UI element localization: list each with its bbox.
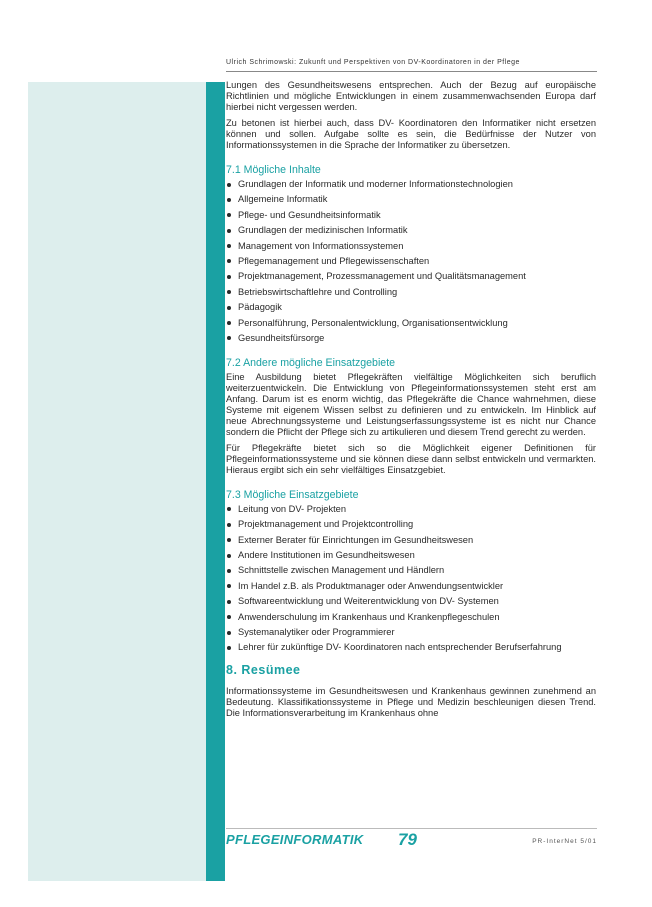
article-body — [226, 80, 596, 724]
header-rule — [226, 71, 597, 72]
list-item: Anwenderschulung im Krankenhaus und Krankenpflegeschulen — [226, 612, 596, 623]
list-item: Gesundheitsfürsorge — [226, 333, 596, 344]
accent-bar — [206, 82, 225, 881]
section-7-1-list — [226, 179, 596, 344]
intro-paragraph-1: Lungen des Gesundheitswesens entsprechen. Auch der Bezug auf europäische Richtlinien und mögliche Entwicklungen in einem zusammenwachsenden Europa darf hierbei nicht vergessen werden. — [226, 80, 596, 112]
list-item: Projektmanagement, Prozessmanagement und Qualitätsmanagement — [226, 271, 596, 282]
footer-rule — [226, 828, 597, 829]
list-item: Systemanalytiker oder Programmierer — [226, 627, 596, 638]
list-item: Projektmanagement und Projektcontrolling — [226, 519, 596, 530]
section-7-2-paragraph-2: Für Pflegekräfte bietet sich so die Möglichkeit eigener Definitionen für Pflegeinformationssysteme und sie können diese dann selbst entwickeln und vermarkten. Hieraus ergibt sich ein sehr vielfältiges Einsatzgebiet. — [226, 442, 596, 475]
list-item: Leitung von DV- Projekten — [226, 504, 596, 515]
list-item: Lehrer für zukünftige DV- Koordinatoren nach entsprechender Berufserfahrung — [226, 642, 596, 653]
page-number: 79 — [398, 830, 417, 849]
intro-paragraph-2: Zu betonen ist hierbei auch, dass DV- Koordinatoren den Informatiker nicht ersetzen können und sollen. Aufgabe sollte es sein, die Bedürfnisse der Nutzer von Informationssystemen in die Sprache der Informatiker zu übersetzen. — [226, 118, 596, 150]
list-item: Personalführung, Personalentwicklung, Organisationsentwicklung — [226, 318, 596, 329]
list-item: Softwareentwicklung und Weiterentwicklung von DV- Systemen — [226, 596, 596, 607]
section-8-heading: 8. Resümee — [226, 663, 301, 678]
section-7-3-heading: 7.3 Mögliche Einsatzgebiete — [226, 488, 359, 501]
list-item: Externer Berater für Einrichtungen im Gesundheitswesen — [226, 535, 596, 546]
section-7-3-list — [226, 504, 596, 654]
list-item: Management von Informationssystemen — [226, 241, 596, 252]
running-head: Ulrich Schrimowski: Zukunft und Perspektiven von DV-Koordinatoren in der Pflege — [226, 59, 520, 66]
list-item: Im Handel z.B. als Produktmanager oder Anwendungsentwickler — [226, 581, 596, 592]
section-7-2-paragraph-1: Eine Ausbildung bietet Pflegekräften vielfältige Möglichkeiten sich beruflich weiterzuentwickeln. Die Entwicklung von Pflegeinformationssystemen steht erst am Anfang. Darum ist es enorm wichtig, das Pflegekräfte die Chance wahrnehmen, diese Systeme mit eigenem Wissen selbst zu definieren und zu entwickeln. Im Hinblick auf neue Abrechnungssysteme und Leistungserfassungssysteme ist es nicht nur Chance sondern die Pflicht der Pflege sich zu artikulieren und diesem Trend gerecht zu werden. — [226, 371, 596, 437]
magazine-brand: PFLEGEINFORMATIK — [226, 832, 364, 847]
list-item: Pflegemanagement und Pflegewissenschaften — [226, 256, 596, 267]
list-item: Grundlagen der medizinischen Informatik — [226, 225, 596, 236]
list-item: Betriebswirtschaftlehre und Controlling — [226, 287, 596, 298]
list-item: Pädagogik — [226, 302, 596, 313]
section-8-paragraph-1: Informationssysteme im Gesundheitswesen und Krankenhaus gewinnen zunehmend an Bedeutung. Klassifikationssysteme in Pflege und Medizin beschleunigen diesen Trend. Die Informationsverarbeitung im Krankenhaus ohne — [226, 686, 596, 719]
section-7-2-heading: 7.2 Andere mögliche Einsatzgebiete — [226, 356, 396, 369]
list-item: Andere Institutionen im Gesundheitswesen — [226, 550, 596, 561]
side-band — [28, 82, 206, 881]
page-footer — [226, 832, 597, 852]
section-7-1-heading: 7.1 Mögliche Inhalte — [226, 164, 321, 176]
issue-label: PR-InterNet 5/01 — [532, 838, 597, 845]
list-item: Schnittstelle zwischen Management und Händlern — [226, 565, 596, 576]
list-item: Grundlagen der Informatik und moderner Informationstechnologien — [226, 179, 596, 190]
list-item: Allgemeine Informatik — [226, 194, 596, 205]
list-item: Pflege- und Gesundheitsinformatik — [226, 210, 596, 221]
